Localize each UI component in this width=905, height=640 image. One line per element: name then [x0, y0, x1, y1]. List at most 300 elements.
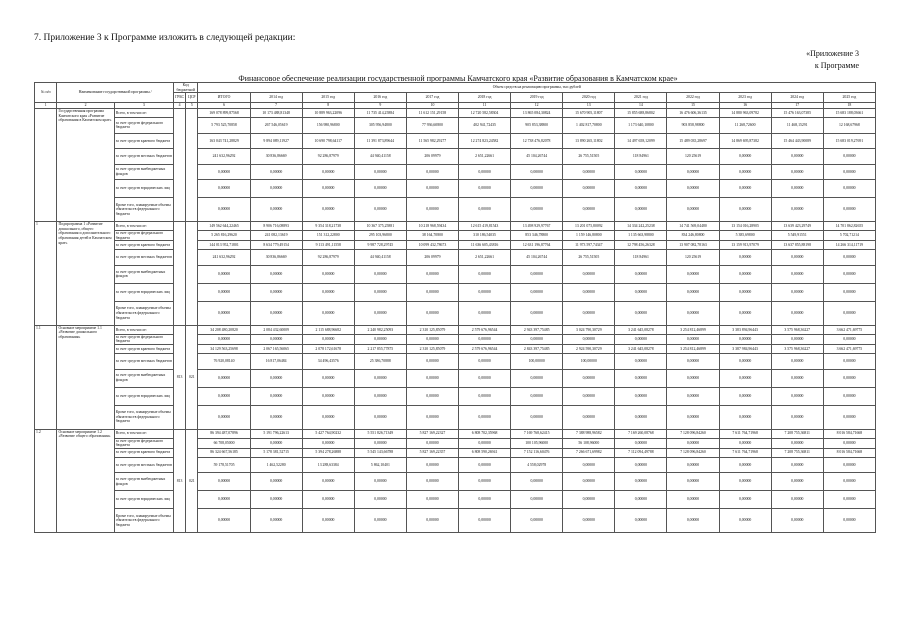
year-value-cell: 0,00000 — [771, 438, 823, 448]
funding-source-label: Всего, в том числе: — [114, 222, 173, 231]
year-value-cell: 905 853,38800 — [511, 118, 563, 134]
year-value-cell: 2 310 125,85079 — [406, 345, 458, 354]
year-value-cell: 10 173 488,81348 — [250, 109, 302, 118]
table-row — [35, 457, 876, 473]
year-value-cell: 0,00000 — [615, 301, 667, 325]
table-row — [35, 222, 876, 231]
year-value-cell: 0,00000 — [823, 354, 875, 370]
header-total: ИТОГО — [198, 93, 250, 103]
year-value-cell: 6 808 702,35968 — [459, 429, 511, 438]
year-value-cell: 11 973 597,74347 — [563, 241, 615, 250]
column-number: 7 — [250, 103, 302, 109]
year-value-cell: 0,00000 — [302, 283, 354, 301]
year-value-cell: 5 394 278,26888 — [302, 448, 354, 457]
year-value-cell: 0,00000 — [771, 457, 823, 473]
program-name: Основное мероприятие 1.1 «Развитие дошкольного образования» — [57, 325, 114, 429]
funding-source-label: Кроме того, планируемые объемы обязательств федерального бюджета — [114, 301, 173, 325]
year-value-cell: 0,00000 — [459, 405, 511, 429]
program-name: Основное мероприятие 1.2 «Развитие общего образования» — [57, 429, 114, 533]
funding-source-label: Всего, в том числе: — [114, 109, 173, 118]
header-csr: ЦСР — [186, 93, 198, 103]
column-number: 13 — [563, 103, 615, 109]
year-value-cell: 0,00000 — [563, 457, 615, 473]
year-value-cell: 0,00000 — [406, 180, 458, 198]
funding-source-label: за счет средств федерального бюджета — [114, 438, 173, 448]
table-row — [35, 325, 876, 334]
year-value-cell: 2 078 172,61678 — [302, 345, 354, 354]
funding-source-label: за счет средств внебюджетных фондов — [114, 164, 173, 180]
table-row — [35, 231, 876, 241]
year-value-cell: 305 956,94800 — [354, 118, 406, 134]
funding-source-label: за счет средств краевого бюджета — [114, 345, 173, 354]
year-value-cell: 0,00000 — [615, 457, 667, 473]
year-value-cell: 7 169 260,08768 — [615, 429, 667, 438]
year-value-cell: 10 690 798,64117 — [302, 133, 354, 149]
table-row — [35, 265, 876, 283]
column-number: 5 — [186, 103, 198, 109]
header-year: 2015 год — [302, 93, 354, 103]
column-number: 3 — [114, 103, 173, 109]
year-value-cell: 0,00000 — [250, 180, 302, 198]
row-number: 1 — [35, 222, 57, 326]
column-number: 6 — [198, 103, 250, 109]
year-value-cell: 0,00000 — [615, 198, 667, 222]
year-value-cell: 30 836,86669 — [250, 149, 302, 165]
year-value-cell: 9 354 318,21738 — [302, 222, 354, 231]
year-value-cell: 12 720 582,58304 — [459, 109, 511, 118]
year-value-cell: 0,00000 — [771, 405, 823, 429]
year-value-cell: 853 346,78800 — [511, 231, 563, 241]
year-value-cell: 13 865 084,30824 — [511, 109, 563, 118]
funding-source-label: Всего, в том числе: — [114, 325, 173, 334]
total-value-cell: 144 013 952,71801 — [198, 241, 250, 250]
year-value-cell: 0,00000 — [302, 438, 354, 448]
year-value-cell: 92 286,87979 — [302, 250, 354, 266]
year-value-cell: 0,00000 — [823, 369, 875, 387]
year-value-cell: 0,00000 — [823, 180, 875, 198]
year-value-cell: 15 670 905,11807 — [563, 109, 615, 118]
header-funding: Объем средств на реализацию программы, тыс.рублей — [198, 83, 876, 93]
table-row — [35, 180, 876, 198]
year-value-cell: 15 683 188,03661 — [823, 109, 875, 118]
year-value-cell: 3 387 984,96443 — [719, 345, 771, 354]
year-value-cell: 13 498 929,97767 — [511, 222, 563, 231]
funding-source-label: за счет средств федерального бюджета — [114, 118, 173, 134]
year-value-cell: 0,00000 — [823, 491, 875, 509]
year-value-cell: 16 476 606,36135 — [667, 109, 719, 118]
year-value-cell: 0,00000 — [667, 301, 719, 325]
table-row — [35, 473, 876, 491]
year-value-cell: 7 128 096,84260 — [667, 429, 719, 438]
year-value-cell: 15 489 035,28697 — [667, 133, 719, 149]
year-value-cell: 0,00000 — [771, 180, 823, 198]
year-value-cell: 0,00000 — [511, 283, 563, 301]
year-value-cell: 2 115 688,96682 — [302, 325, 354, 334]
year-value-cell: 14 741 569,04480 — [667, 222, 719, 231]
year-value-cell: 0,00000 — [719, 265, 771, 283]
table-row — [35, 283, 876, 301]
year-value-cell: 0,00000 — [511, 198, 563, 222]
year-value-cell: 0,00000 — [302, 265, 354, 283]
year-value-cell: 0,00000 — [302, 198, 354, 222]
total-value-cell: 241 632,96292 — [198, 250, 250, 266]
year-value-cell: 0,00000 — [667, 457, 719, 473]
column-number: 18 — [823, 103, 875, 109]
year-value-cell: 0,00000 — [302, 405, 354, 429]
year-value-cell: 14 869 695,87382 — [719, 133, 771, 149]
year-value-cell: 7 208 755,36811 — [771, 429, 823, 438]
year-value-cell: 0,00000 — [719, 250, 771, 266]
year-value-cell: 0,00000 — [823, 265, 875, 283]
year-value-cell: 2 943 397,75485 — [511, 325, 563, 334]
total-value-cell: 0,00000 — [198, 164, 250, 180]
table-row — [35, 345, 876, 354]
funding-source-label: за счет средств юридических лиц — [114, 283, 173, 301]
year-value-cell: 1 402 817,70800 — [563, 118, 615, 134]
total-value-cell: 0,00000 — [198, 301, 250, 325]
year-value-cell: 0,00000 — [250, 509, 302, 533]
year-value-cell: 5 178 381,52715 — [250, 448, 302, 457]
table-row — [35, 509, 876, 533]
year-value-cell: 5 545 143,66788 — [354, 448, 406, 457]
year-value-cell: 0,00000 — [823, 457, 875, 473]
year-value-cell: 0,00000 — [511, 473, 563, 491]
year-value-cell: 14 701 862,82655 — [823, 222, 875, 231]
year-value-cell: 1 462,52280 — [250, 457, 302, 473]
year-value-cell: 0,00000 — [563, 164, 615, 180]
year-value-cell: 14 880 963,09782 — [719, 109, 771, 118]
year-value-cell: 0,00000 — [719, 457, 771, 473]
year-value-cell: 0,00000 — [667, 334, 719, 344]
year-value-cell: 9 894 089,11927 — [250, 133, 302, 149]
table-row — [35, 133, 876, 149]
year-value-cell: 12 738 476,82078 — [511, 133, 563, 149]
year-value-cell: 13 907 082,78163 — [667, 241, 719, 250]
funding-source-label: за счет средств юридических лиц — [114, 387, 173, 405]
year-value-cell: 5 385,69800 — [719, 231, 771, 241]
table-row — [35, 429, 876, 438]
year-value-cell: 0,00000 — [615, 354, 667, 370]
year-value-cell: 0,00000 — [250, 491, 302, 509]
year-value-cell: 0,00000 — [667, 265, 719, 283]
year-value-cell: 13 637 855,88198 — [771, 241, 823, 250]
year-value-cell: 0,00000 — [823, 149, 875, 165]
grbs-code: 813 — [173, 429, 185, 533]
year-value-cell: 206 09979 — [406, 250, 458, 266]
year-value-cell: 295 103,96800 — [354, 231, 406, 241]
year-value-cell: 0,00000 — [354, 301, 406, 325]
total-value-cell: 34 129 563,25698 — [198, 345, 250, 354]
year-value-cell: 7 112 094,49788 — [615, 448, 667, 457]
year-value-cell: 0,00000 — [459, 180, 511, 198]
year-value-cell: 0,00000 — [719, 491, 771, 509]
year-value-cell: 0,00000 — [667, 438, 719, 448]
year-value-cell: 3 241 645,08278 — [615, 345, 667, 354]
table-row — [35, 448, 876, 457]
year-value-cell: 45 104,26744 — [511, 250, 563, 266]
year-value-cell: 0,00000 — [563, 491, 615, 509]
year-value-cell: 0,00000 — [354, 334, 406, 344]
year-value-cell: 0,00000 — [302, 509, 354, 533]
total-value-cell: 0,00000 — [198, 509, 250, 533]
year-value-cell: 0,00000 — [719, 387, 771, 405]
year-value-cell: 0,00000 — [250, 438, 302, 448]
year-value-cell: 0,00000 — [354, 198, 406, 222]
year-value-cell: 0,00000 — [511, 509, 563, 533]
table-row — [35, 118, 876, 134]
total-value-cell: 0,00000 — [198, 198, 250, 222]
intro-text: 7. Приложение 3 к Программе изложить в следующей редакции: — [34, 33, 296, 43]
year-value-cell: 0,00000 — [823, 438, 875, 448]
funding-source-label: за счет средств внебюджетных фондов — [114, 473, 173, 491]
year-value-cell: 0,00000 — [250, 283, 302, 301]
table-row — [35, 198, 876, 222]
total-value-cell: 0,00000 — [198, 283, 250, 301]
table-row — [35, 149, 876, 165]
table-row — [35, 334, 876, 344]
year-value-cell: 0,00000 — [667, 198, 719, 222]
year-value-cell: 2 924 590,30729 — [563, 345, 615, 354]
year-value-cell: 0,00000 — [511, 265, 563, 283]
year-value-cell: 25 386,70888 — [354, 354, 406, 370]
year-value-cell: 0,00000 — [719, 149, 771, 165]
year-value-cell: 10 218 968,59434 — [406, 222, 458, 231]
year-value-cell: 0,00000 — [406, 301, 458, 325]
csr-code: 021 — [186, 429, 198, 533]
funding-source-label: Кроме того, планируемые объемы обязательств федерального бюджета — [114, 405, 173, 429]
year-value-cell: 0,00000 — [615, 509, 667, 533]
year-value-cell: 7 152 116,60476 — [511, 448, 563, 457]
header-year: 2014 год — [250, 93, 302, 103]
year-value-cell: 0,00000 — [563, 301, 615, 325]
funding-source-label: за счет средств местных бюджетов — [114, 354, 173, 370]
year-value-cell: 0,00000 — [719, 198, 771, 222]
year-value-cell: 0,00000 — [459, 438, 511, 448]
year-value-cell: 0,00000 — [823, 509, 875, 533]
year-value-cell: 0,00000 — [302, 164, 354, 180]
year-value-cell: 0,00000 — [771, 491, 823, 509]
year-value-cell: 120 25619 — [667, 250, 719, 266]
column-number: 11 — [459, 103, 511, 109]
csr-code — [186, 222, 198, 326]
year-value-cell: 0,00000 — [771, 387, 823, 405]
header-year: 2025 год — [823, 93, 875, 103]
year-value-cell: 0,00000 — [771, 265, 823, 283]
year-value-cell: 11 391 873,89644 — [354, 133, 406, 149]
year-value-cell: 11 268,72600 — [719, 118, 771, 134]
year-value-cell: 0,00000 — [406, 354, 458, 370]
table-row — [35, 164, 876, 180]
year-value-cell: 0,00000 — [459, 334, 511, 344]
year-value-cell: 0,00000 — [250, 164, 302, 180]
total-value-cell: 86 324 667,56185 — [198, 448, 250, 457]
year-value-cell: 120 25619 — [667, 149, 719, 165]
year-value-cell: 0,00000 — [406, 265, 458, 283]
column-number: 10 — [406, 103, 458, 109]
year-value-cell: 0,00000 — [406, 369, 458, 387]
column-number: 9 — [354, 103, 406, 109]
year-value-cell: 0,00000 — [302, 491, 354, 509]
year-value-cell: 0,00000 — [563, 473, 615, 491]
year-value-cell: 3 662 471,69775 — [823, 345, 875, 354]
year-value-cell: 0,00000 — [459, 283, 511, 301]
funding-source-label: за счет средств местных бюджетов — [114, 457, 173, 473]
header-year: 2023 год — [719, 93, 771, 103]
year-value-cell: 903 858,98800 — [667, 118, 719, 134]
year-value-cell: 2 067 165,56065 — [250, 345, 302, 354]
year-value-cell: 0,00000 — [615, 369, 667, 387]
year-value-cell: 0,00000 — [563, 283, 615, 301]
year-value-cell: 0,00000 — [771, 164, 823, 180]
year-value-cell: 11 612 151,29158 — [406, 109, 458, 118]
year-value-cell: 13 154 016,28905 — [719, 222, 771, 231]
year-value-cell: 118 84961 — [615, 250, 667, 266]
year-value-cell: 0,00000 — [667, 405, 719, 429]
year-value-cell: 5 551 826,71349 — [354, 429, 406, 438]
year-value-cell: 0,00000 — [615, 180, 667, 198]
year-value-cell: 0,00000 — [354, 473, 406, 491]
year-value-cell: 0,00000 — [823, 473, 875, 491]
funding-source-label: за счет средств краевого бюджета — [114, 448, 173, 457]
table-row — [35, 241, 876, 250]
year-value-cell: 0,00000 — [719, 180, 771, 198]
year-value-cell: 151 312,22800 — [302, 231, 354, 241]
year-value-cell: 14 334 242,25238 — [615, 222, 667, 231]
year-value-cell: 0,00000 — [511, 164, 563, 180]
year-value-cell: 0,00000 — [719, 334, 771, 344]
header-year: 2021 год — [615, 93, 667, 103]
year-value-cell: 0,00000 — [406, 164, 458, 180]
year-value-cell: 0,00000 — [563, 509, 615, 533]
appendix-caption — [806, 48, 859, 72]
year-value-cell: 7 208 755,36811 — [771, 448, 823, 457]
grbs-code: 813 — [173, 325, 185, 429]
funding-source-label: за счет средств краевого бюджета — [114, 241, 173, 250]
year-value-cell: 2 843 397,75485 — [511, 345, 563, 354]
year-value-cell: 0,00000 — [250, 301, 302, 325]
year-value-cell: 8 016 584,71668 — [823, 448, 875, 457]
funding-source-label: за счет средств юридических лиц — [114, 180, 173, 198]
year-value-cell: 7 388 988,96582 — [563, 429, 615, 438]
year-value-cell: 12 631 196,87764 — [511, 241, 563, 250]
year-value-cell: 4 558,02978 — [511, 457, 563, 473]
funding-source-label: за счет средств внебюджетных фондов — [114, 265, 173, 283]
year-value-cell: 56 108,96000 — [563, 438, 615, 448]
year-value-cell: 0,00000 — [406, 473, 458, 491]
year-value-cell: 0,00000 — [459, 491, 511, 509]
year-value-cell: 0,00000 — [667, 283, 719, 301]
year-value-cell: 0,00000 — [511, 369, 563, 387]
appendix-line-2: к Программе — [814, 61, 859, 70]
year-value-cell: 0,00000 — [302, 334, 354, 344]
year-value-cell: 3 024 790,30729 — [563, 325, 615, 334]
column-number: 8 — [302, 103, 354, 109]
year-value-cell: 8 906 716,08893 — [250, 222, 302, 231]
year-value-cell: 3 662 471,69775 — [823, 325, 875, 334]
year-value-cell: 3 575 968,36227 — [771, 325, 823, 334]
year-value-cell: 0,00000 — [459, 198, 511, 222]
total-value-cell: 0,00000 — [198, 387, 250, 405]
year-value-cell: 0,00000 — [615, 164, 667, 180]
year-value-cell: 15 855 688,86802 — [615, 109, 667, 118]
year-value-cell: 15 683 019,27691 — [823, 133, 875, 149]
year-value-cell: 0,00000 — [563, 405, 615, 429]
table-row — [35, 250, 876, 266]
header-year: 2022 год — [667, 93, 719, 103]
year-value-cell: 13 288,63384 — [302, 457, 354, 473]
year-value-cell: 0,00000 — [719, 301, 771, 325]
year-value-cell: 834 246,80800 — [667, 231, 719, 241]
year-value-cell: 0,00000 — [563, 265, 615, 283]
year-value-cell: 0,00000 — [459, 369, 511, 387]
column-number: 17 — [771, 103, 823, 109]
year-value-cell: 0,00000 — [667, 180, 719, 198]
year-value-cell: 5 191 796,22613 — [250, 429, 302, 438]
year-value-cell: 2 651,22661 — [459, 250, 511, 266]
program-name: Подпрограмма 1 «Развитие дошкольного, общего образования и дополнительного образования детей в Камчатском крае» — [57, 222, 114, 326]
year-value-cell: 0,00000 — [250, 405, 302, 429]
year-value-cell: 0,00000 — [511, 180, 563, 198]
year-value-cell: 0,00000 — [354, 283, 406, 301]
column-number: 16 — [719, 103, 771, 109]
table-row — [35, 369, 876, 387]
year-value-cell: 0,00000 — [250, 198, 302, 222]
year-value-cell: 12 274 823,24582 — [459, 133, 511, 149]
year-value-cell: 0,00000 — [563, 180, 615, 198]
year-value-cell: 0,00000 — [615, 387, 667, 405]
year-value-cell: 0,00000 — [459, 387, 511, 405]
year-value-cell: 38 164,70800 — [406, 231, 458, 241]
year-value-cell: 12 168,67968 — [823, 118, 875, 134]
year-value-cell: 5 827 169,22327 — [406, 429, 458, 438]
header-year: 2018 год — [459, 93, 511, 103]
year-value-cell: 5 427 764,90232 — [302, 429, 354, 438]
year-value-cell: 0,00000 — [250, 387, 302, 405]
year-value-cell: 0,00000 — [771, 369, 823, 387]
year-value-cell: 0,00000 — [615, 265, 667, 283]
year-value-cell: 267 546,05619 — [250, 118, 302, 134]
row-number: 1.1 — [35, 325, 57, 429]
year-value-cell: 5 702,71214 — [823, 231, 875, 241]
year-value-cell: 0,00000 — [354, 509, 406, 533]
header-year: 2020 год — [563, 93, 615, 103]
year-value-cell: 0,00000 — [771, 250, 823, 266]
year-value-cell: 12 615 419,81543 — [459, 222, 511, 231]
year-value-cell: 0,00000 — [302, 369, 354, 387]
year-value-cell: 13 890 265,11802 — [563, 133, 615, 149]
year-value-cell: 0,00000 — [667, 491, 719, 509]
year-value-cell: 0,00000 — [354, 387, 406, 405]
year-value-cell: 3 575 968,36227 — [771, 345, 823, 354]
csr-code — [186, 109, 198, 222]
table-row — [35, 109, 876, 118]
year-value-cell: 2 084 432,60009 — [250, 325, 302, 334]
year-value-cell: 7 128 096,84260 — [667, 448, 719, 457]
funding-source-label: Кроме того, планируемые объемы обязательств федерального бюджета — [114, 509, 173, 533]
year-value-cell: 0,00000 — [667, 473, 719, 491]
year-value-cell: 0,00000 — [823, 301, 875, 325]
year-value-cell: 0,00000 — [406, 509, 458, 533]
column-number: 14 — [615, 103, 667, 109]
year-value-cell: 0,00000 — [406, 457, 458, 473]
total-value-cell: 0,00000 — [198, 265, 250, 283]
year-value-cell: 0,00000 — [771, 198, 823, 222]
year-value-cell: 10 889 963,22096 — [302, 109, 354, 118]
table-row — [35, 438, 876, 448]
year-value-cell: 241 082,13619 — [250, 231, 302, 241]
year-value-cell: 0,00000 — [615, 473, 667, 491]
appendix-line-1: «Приложение 3 — [806, 49, 859, 58]
